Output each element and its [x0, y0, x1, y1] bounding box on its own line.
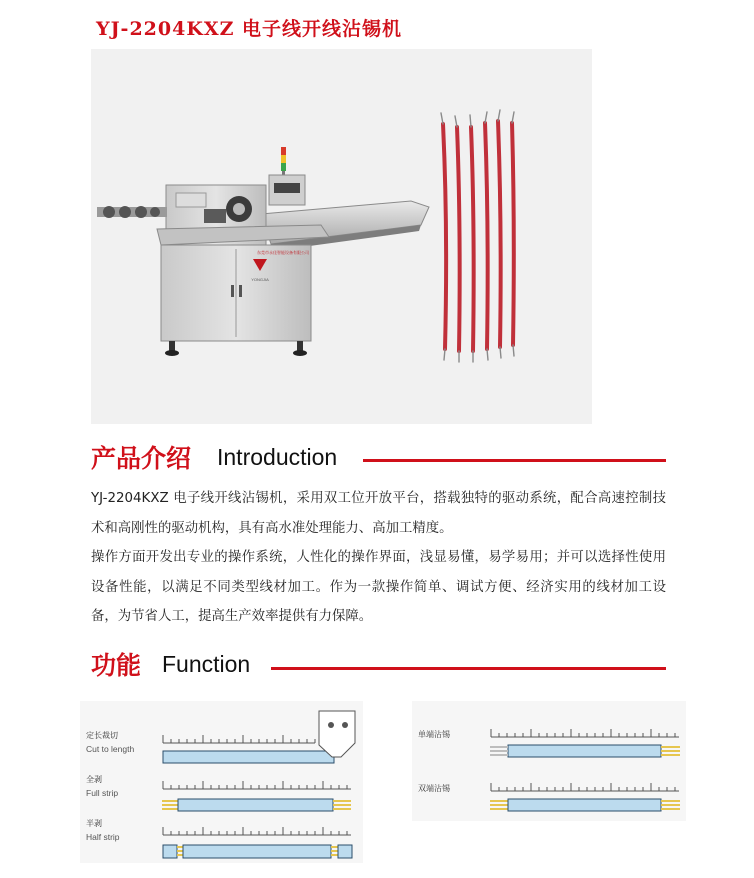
ruler-ticks	[163, 735, 351, 835]
function-label-cn: 单端沾锡	[418, 730, 450, 739]
function-label-en: Half strip	[86, 832, 120, 842]
machine-illustration	[91, 49, 592, 424]
wire-samples	[441, 110, 514, 362]
introduction-paragraph: 操作方面开发出专业的操作系统，人性化的操作界面，浅显易懂，易学易用；并可以选择性使用设备性能，以满足不同类型线材加工。作为一款操作简单、调试方便、经济实用的线材加工设备，为节省人工，提高生产效率提供有力保障。	[91, 550, 666, 624]
ruler-ticks	[491, 729, 679, 791]
product-photo	[91, 49, 592, 424]
wire-full-strip	[162, 799, 351, 811]
function-heading-cn: 功能	[91, 651, 142, 680]
function-heading	[91, 646, 666, 682]
introduction-heading	[91, 439, 666, 475]
function-heading-en: Function	[162, 651, 251, 677]
wire-half-strip	[163, 845, 352, 858]
function-panel-left	[80, 701, 363, 863]
function-label-cn: 全剥	[86, 775, 102, 784]
machine-logo-text: YONGJIA	[251, 277, 269, 282]
introduction-paragraph: YJ-2204KXZ 电子线开线沾锡机，采用双工位开放平台，搭载独特的驱动系统，配合高速控制技术和高刚性的驱动机构，具有高水准处理能力、高加工精度。	[91, 491, 666, 536]
wire-single-end-tin	[490, 745, 680, 757]
function-label-cn: 定长裁切	[86, 731, 118, 740]
function-diagrams-left	[80, 701, 363, 863]
wire-double-end-tin	[490, 799, 680, 811]
introduction-heading-cn: 产品介绍	[91, 444, 192, 473]
introduction-body	[91, 484, 666, 632]
introduction-heading-en: Introduction	[217, 444, 338, 470]
cutter-blade-icon	[319, 711, 355, 757]
function-label-cn: 半剥	[86, 819, 102, 828]
function-diagrams-right	[412, 701, 686, 821]
function-label-en: Full strip	[86, 788, 119, 798]
function-label-en: Cut to length	[86, 744, 135, 754]
function-label-cn: 双端沾锡	[418, 784, 450, 793]
function-panel-right	[412, 701, 686, 821]
introduction-rule	[363, 459, 666, 462]
page-title: YJ-2204KXZ 电子线开线沾锡机	[96, 18, 403, 40]
function-rule	[271, 667, 666, 670]
machine-panel-text: 东莞市永佳智能设备有限公司	[257, 250, 309, 255]
wire-cut	[163, 751, 334, 763]
